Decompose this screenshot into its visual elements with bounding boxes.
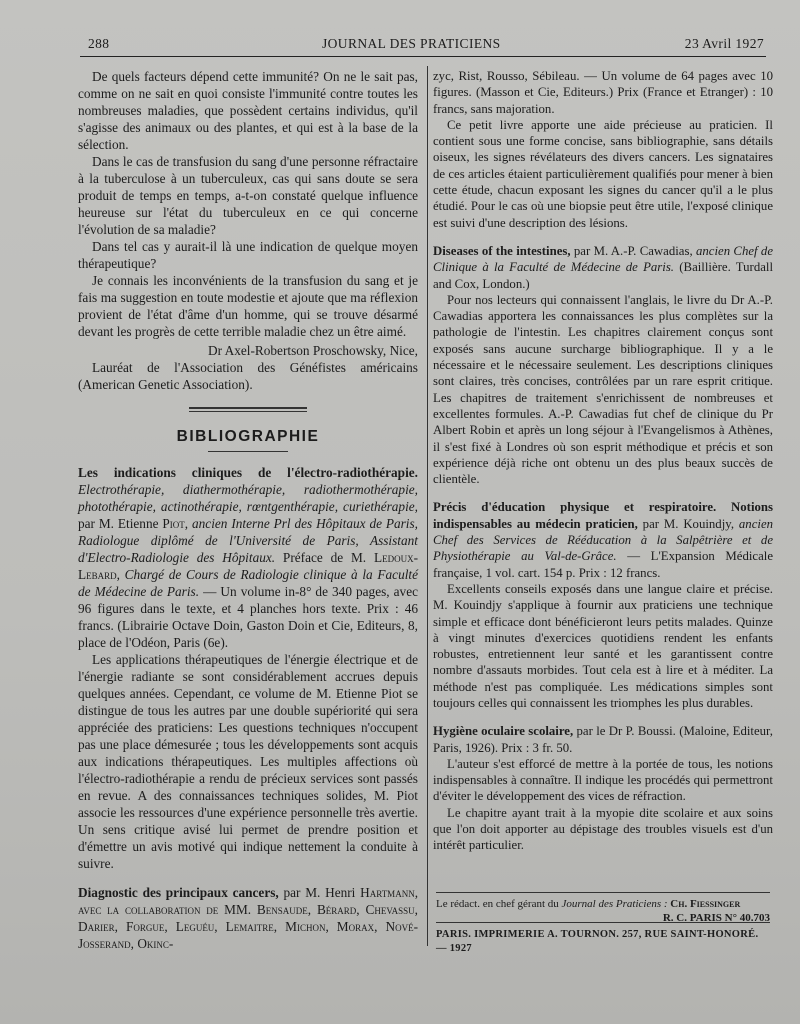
bib-entry-1-title: Les indications cliniques de l'électro-radiothérapie. [78, 465, 418, 480]
bib-entry-3-by: par M. A.-P. Cawadias, [573, 243, 693, 258]
bib-entry-4 [433, 499, 773, 580]
bib-entry-1-preface-role: Chargé de Cours de Radiologie clinique à la Faculté de Médecine de Paris. [78, 567, 419, 599]
bib-entry-5 [433, 723, 773, 756]
bib-entry-3-publisher: (Baillière. Turdall and Cox, London.) [433, 260, 774, 291]
bib-entry-1-details: — Un volume in-8° de 340 pages, avec 96 figures dans le texte, et 4 planches hors texte. Prix : 46 francs. (Librairie Octave Doin, Gaston Doin et Cie, Editeurs, 8, place de l'Odéon, Paris (6e). [78, 584, 419, 650]
bib-entry-2-authors: Hartmann, avec la collaboration de MM. Bensaude, Bérard, Chevassu, Darier, Forgue, Leguéu, Lemaitre, Michon, Morax, Nové-Josserand, Okinc- [78, 885, 419, 951]
bib-entry-1-preface-author: Ledoux-Lebard, [78, 550, 418, 582]
bib-entry-4-review: Excellents conseils exposés dans une langue claire et précise. M. Kouindjy s'applique à fournir aux praticiens une technique simple et efficace dont bénéficieront leurs petits malades. Quinze à vingt minutes d'exercices quotidiens rendent les enfants robustes, entretiennent leur santé et les garantissent contre nombre d'assauts morbides. Tout cela est à lire et à méditer. La méthode n'est pas compliquée. Les médications simples sont toujours celles qui connaissent les triomphes les plus durables. [433, 581, 773, 710]
bib-entry-1-author: Piot, [162, 516, 189, 531]
bib-entry-2-continued: zyc, Rist, Rousso, Sébileau. — Un volume de 64 pages avec 10 figures. (Masson et Cie, Editeurs.) Prix (France et Etranger) : 10 francs, sans majoration. [433, 69, 773, 116]
bib-entry-4-details: — L'Expansion Médicale française, 1 vol. cart. 154 p. Prix : 12 francs. [433, 549, 773, 580]
section-short-rule [208, 451, 288, 452]
bib-entry-2 [78, 884, 418, 952]
bib-entry-2-review: Ce petit livre apporte une aide précieuse au praticien. Il contient sous une forme concise, sans bibliographie, sans détails oiseux, les signes révélateurs des divers cancers. Les signataires de ces articles étaient particulièrement qualifiés pour mener à bien cette étude, chacun exposant les signes du cancer qu'il a le plus étudié. Pour le cas où une biopsie peut être utile, l'exposé clinique est suivi d'une description des lésions. [433, 117, 773, 230]
page-number: 288 [88, 36, 110, 51]
bib-entry-1 [78, 464, 418, 651]
bib-entry-1-preface: Préface de M. [282, 550, 367, 565]
bib-entry-1-by: par M. Etienne [78, 516, 159, 531]
running-header [88, 36, 764, 56]
bib-entry-4-by: par M. Kouindjy, [642, 516, 735, 531]
header-rule [80, 56, 766, 57]
column-divider [427, 66, 428, 946]
bib-entry-4-title: Précis d'éducation physique et respiratoire. Notions indispensables au médecin praticien, [433, 500, 773, 531]
registry-number: R. C. PARIS N° 40.703 [662, 912, 770, 924]
footer-rule-top [436, 892, 770, 893]
printer-line: PARIS. IMPRIMERIE A. TOURNON. 257, RUE SAINT-HONORÉ. — 1927 [436, 929, 759, 954]
letter-paragraph-4: Je connais les inconvénients de la transfusion du sang et je fais ma suggestion en toute modestie et ajoute que ma réflexion provient de l'état d'âme d'un homme, qui se trouve désarmé devant les progrès de cette terrible maladie chez un être aimé. [78, 273, 418, 339]
editor-name: Ch. Fiessinger [670, 898, 741, 910]
right-column [433, 68, 773, 854]
bib-entry-3-review: Pour nos lecteurs qui connaissent l'anglais, le livre du Dr A.-P. Cawadias apportera les connaissances les plus complètes sur la pathologie de l'intestin. Les chapitres clairement conçus sont exposés sans aucune surcharge bibliographique. Il y a le nécessaire et le nécessaire seulement. Les descriptions cliniques sont claires, très concises, contrôlées par un rare esprit critique. Les chapitres de traitement s'enrichissent de nombreuses et excellentes formules. A.-P. Cawadias fut chef de clinique du Pr Albert Robin et après un long séjour à l'Evangelismos à Athènes, il s'est fixé à Londres où son esprit méthodique et précis et son expérience déjà riche ont obtenu un des plus beaux succès de clientèle. [433, 292, 773, 487]
bib-entry-5-by: par le Dr P. Boussi. (Maloine, Editeur, Paris, 1926). Prix : 3 fr. 50. [433, 724, 773, 755]
footer-rule-bottom [436, 922, 770, 923]
bib-entry-3-role: ancien Chef de Clinique à la Faculté de Médecine de Paris. [433, 243, 773, 275]
letter-paragraph-3: Dans tel cas y aurait-il là une indication de quelque moyen thérapeutique? [78, 239, 418, 271]
letter-affiliation: Lauréat de l'Association des Généfistes américains (American Genetic Association). [78, 360, 418, 392]
bib-entry-1-role: ancien Interne Prl des Hôpitaux de Paris, Radiologue diplômé de l'Université de Paris, Assistant d'Electro-Radiologie des Hôpitaux. [78, 516, 419, 565]
bib-entry-5-title: Hygiène oculaire scolaire, [433, 724, 574, 739]
editor-credit [436, 897, 770, 925]
bib-entry-4-role: ancien Chef des Services de Rééducation à la Salpêtrière et de Physiothérapie au Val-de-Grâce. [433, 516, 774, 564]
bib-entry-5-review-2: Le chapitre ayant trait à la myopie dite scolaire et aux soins que l'on doit apporter au dépistage des troubles visuels est d'un intérêt particulier. [433, 805, 773, 853]
editor-prefix: Le rédact. en chef gérant du [436, 898, 559, 910]
bib-entry-1-review: Les applications thérapeutiques de l'énergie électrique et de l'énergie radiante se sont considérablement accrues depuis quelques années. Cependant, ce volume de M. Etienne Piot se distingue de tous les autres par une double supériorité qui sera appréciée des praticiens: Les questions techniques n'occupent pas une place démesurée ; tous les développements sont acquis aux indications thérapeutiques. Les multiples affections où l'électro-radiothérapie a rendu de précieux services sont passés en revue. A des connaissances techniques solides, M. Piot associe les ressources d'une expérience personnelle très avertie. Un sens critique avisé lui permet de prendre position et d'émettre un avis motivé qui indique nettement la conduite à suivre. [78, 652, 418, 871]
section-title: BIBLIOGRAPHIE [176, 428, 320, 445]
bib-entry-2-title: Diagnostic des principaux cancers, [78, 885, 279, 900]
bib-entry-1-subtitle: Electrothérapie, diathermothérapie, radiothermothérapie, photothérapie, actinothérapie, rœntgenthérapie, curiethérapie, [78, 482, 418, 514]
letter-paragraph-1: De quels facteurs dépend cette immunité? On ne le sait pas, comme on ne sait en quoi consiste l'immunité contre toutes les nombreuses maladies, que possèdent certains individus, qu'il s'agisse des animaux ou des plantes, et qui est à la base de la sélection. [78, 69, 418, 152]
issue-date: 23 Avril 1927 [684, 36, 764, 51]
journal-title: JOURNAL DES PRATICIENS [322, 36, 501, 51]
bib-entry-3 [433, 243, 773, 292]
bib-entry-2-by: par M. Henri [283, 885, 356, 900]
editor-journal: Journal des Praticiens : [561, 898, 668, 910]
letter-paragraph-2: Dans le cas de transfusion du sang d'une personne réfractaire à la tuberculose à un tuberculeux, cas qui sans doute se sera produit de temps en temps, a-t-on constaté quelque influence heureuse sur l'état du tuberculeux en ce qui concerne l'évolution de sa maladie? [78, 154, 418, 237]
bib-entry-3-title: Diseases of the intestines, [433, 243, 571, 258]
letter-signature: Dr Axel-Robertson Proschowsky, Nice, [207, 343, 418, 358]
section-double-rule [189, 407, 307, 412]
left-column [78, 68, 418, 952]
bib-entry-5-review-1: L'auteur s'est efforcé de mettre à la portée de tous, les notions indispensables à connaître. Il indique les procédés qui permettront d'éviter le développement des vices de réfraction. [433, 756, 773, 804]
